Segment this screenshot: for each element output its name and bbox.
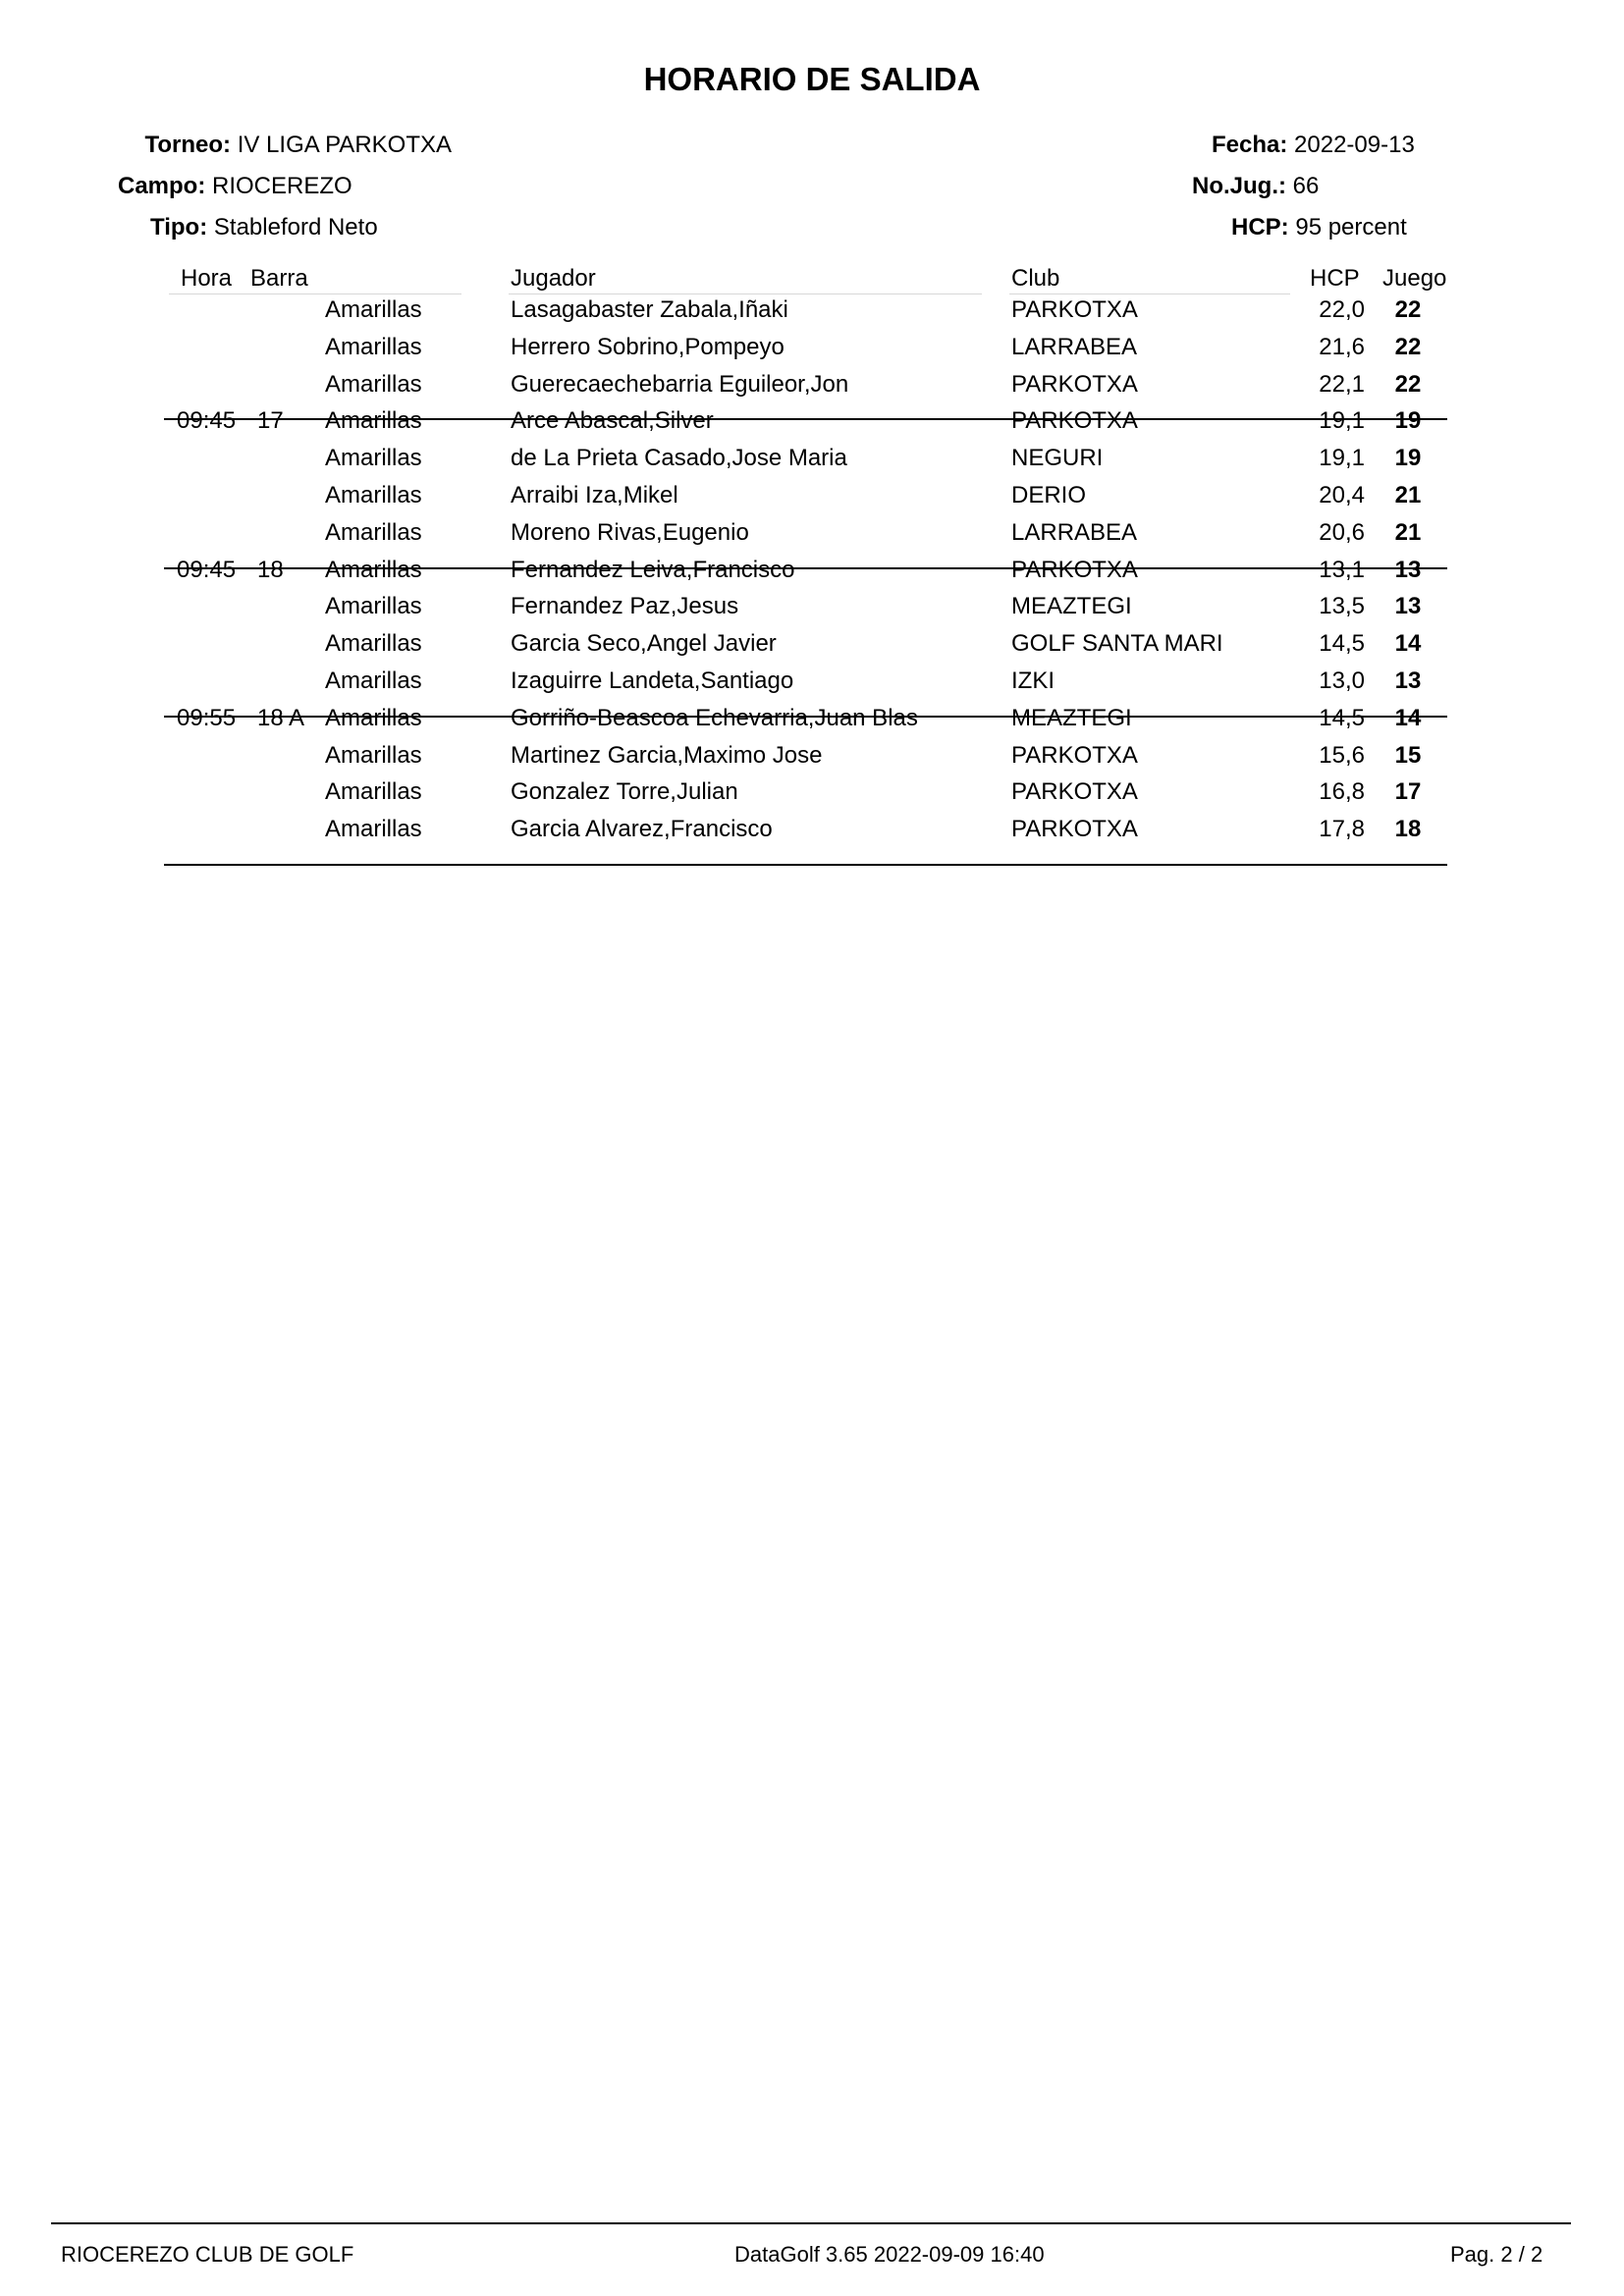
- player-name-cell: Guerecaechebarria Eguileor,Jon: [511, 370, 849, 398]
- barra-cell: 17: [257, 407, 284, 435]
- footer-club-name: RIOCEREZO CLUB DE GOLF: [61, 2242, 354, 2267]
- nojug-label: No.Jug.:: [1192, 173, 1286, 199]
- hcp-cell: 17,8: [1319, 816, 1365, 843]
- juego-cell: 17: [1394, 778, 1422, 806]
- player-name-cell: Gorriño-Beascoa Echevarria,Juan Blas: [511, 704, 918, 731]
- header-hora: Hora: [181, 265, 233, 292]
- club-cell: PARKOTXA: [1011, 407, 1138, 435]
- juego-cell: 14: [1394, 630, 1422, 658]
- player-name-cell: Fernandez Leiva,Francisco: [511, 556, 795, 583]
- hcp-cell: 22,1: [1319, 370, 1365, 398]
- table-row: [0, 557, 1624, 594]
- hcp-cell: 14,5: [1319, 704, 1365, 731]
- header-juego: Juego: [1382, 265, 1447, 292]
- club-cell: PARKOTXA: [1011, 296, 1138, 323]
- meta-nojug: [1192, 173, 1319, 200]
- hcp-cell: 14,5: [1319, 630, 1365, 658]
- hcp-cell: 20,6: [1319, 518, 1365, 546]
- tee-cell: Amarillas: [325, 593, 422, 620]
- barra-cell: 18 A: [257, 704, 305, 731]
- table-row: [0, 667, 1624, 705]
- tee-cell: Amarillas: [325, 407, 422, 435]
- juego-cell: 22: [1394, 370, 1422, 398]
- hcp-cell: 16,8: [1319, 778, 1365, 806]
- club-cell: LARRABEA: [1011, 333, 1138, 360]
- tee-cell: Amarillas: [325, 333, 422, 360]
- player-name-cell: Arraibi Iza,Mikel: [511, 482, 678, 508]
- header-club: Club: [1011, 265, 1060, 292]
- hora-cell: 09:55: [177, 704, 237, 731]
- hcp-cell: 21,6: [1319, 333, 1365, 360]
- juego-cell: 18: [1394, 816, 1422, 843]
- header-jugador: Jugador: [511, 265, 596, 292]
- juego-cell: 13: [1394, 667, 1422, 694]
- tee-cell: Amarillas: [325, 704, 422, 731]
- player-name-cell: Arce Abascal,Silver: [511, 407, 714, 435]
- hcp-cell: 15,6: [1319, 741, 1365, 769]
- meta-fecha: [1212, 132, 1415, 159]
- juego-cell: 14: [1394, 704, 1422, 731]
- hora-cell: 09:45: [177, 556, 237, 583]
- juego-cell: 19: [1394, 407, 1422, 435]
- table-row: [0, 519, 1624, 557]
- table-row: [0, 371, 1624, 408]
- club-cell: PARKOTXA: [1011, 556, 1138, 583]
- hcp-label: HCP:: [1231, 214, 1289, 240]
- torneo-value: IV LIGA PARKOTXA: [237, 132, 452, 158]
- hcp-cell: 20,4: [1319, 482, 1365, 508]
- meta-tipo: [150, 214, 378, 241]
- tipo-value: Stableford Neto: [213, 214, 378, 240]
- campo-label: Campo:: [118, 173, 206, 199]
- club-cell: GOLF SANTA MARI: [1011, 630, 1223, 658]
- club-cell: IZKI: [1011, 667, 1056, 694]
- hcp-cell: 13,1: [1319, 556, 1365, 583]
- table-row: [0, 296, 1624, 334]
- player-name-cell: Gonzalez Torre,Julian: [511, 778, 738, 806]
- footer-divider: [51, 2222, 1571, 2224]
- club-cell: PARKOTXA: [1011, 778, 1138, 806]
- campo-value: RIOCEREZO: [212, 173, 352, 199]
- juego-cell: 22: [1394, 333, 1422, 360]
- table-row: [0, 445, 1624, 482]
- player-name-cell: Martinez Garcia,Maximo Jose: [511, 741, 823, 769]
- tee-cell: Amarillas: [325, 778, 422, 806]
- hora-cell: 09:45: [177, 407, 237, 435]
- header-barra: Barra: [250, 265, 308, 292]
- juego-cell: 13: [1394, 556, 1422, 583]
- club-cell: MEAZTEGI: [1011, 593, 1132, 620]
- player-name-cell: Garcia Alvarez,Francisco: [511, 816, 773, 843]
- club-cell: PARKOTXA: [1011, 816, 1138, 843]
- meta-campo: [118, 173, 352, 200]
- tee-cell: Amarillas: [325, 630, 422, 658]
- tee-cell: Amarillas: [325, 556, 422, 583]
- juego-cell: 21: [1394, 482, 1422, 508]
- header-hcp: HCP: [1310, 265, 1360, 292]
- nojug-value: 66: [1292, 173, 1320, 199]
- hcp-cell: 13,0: [1319, 667, 1365, 694]
- table-row: [0, 334, 1624, 371]
- footer-software-timestamp: DataGolf 3.65 2022-09-09 16:40: [734, 2242, 1045, 2267]
- player-name-cell: Izaguirre Landeta,Santiago: [511, 667, 794, 694]
- tee-cell: Amarillas: [325, 482, 422, 508]
- page-title: HORARIO DE SALIDA: [643, 61, 981, 97]
- tee-cell: Amarillas: [325, 445, 422, 472]
- table-row: [0, 630, 1624, 667]
- juego-cell: 13: [1394, 593, 1422, 620]
- meta-torneo: [59, 132, 452, 159]
- table-row: [0, 816, 1624, 853]
- tee-cell: Amarillas: [325, 518, 422, 546]
- player-name-cell: Lasagabaster Zabala,Iñaki: [511, 296, 788, 323]
- juego-cell: 21: [1394, 518, 1422, 546]
- table-row: [0, 705, 1624, 742]
- juego-cell: 15: [1394, 741, 1422, 769]
- footer-page-number: Pag. 2 / 2: [1450, 2242, 1543, 2267]
- club-cell: PARKOTXA: [1011, 741, 1138, 769]
- juego-cell: 22: [1394, 296, 1422, 323]
- tee-cell: Amarillas: [325, 370, 422, 398]
- hcp-cell: 19,1: [1319, 445, 1365, 472]
- table-row: [0, 742, 1624, 779]
- meta-hcp: [1231, 214, 1407, 241]
- fecha-value: 2022-09-13: [1294, 132, 1415, 158]
- club-cell: PARKOTXA: [1011, 370, 1138, 398]
- club-cell: DERIO: [1011, 482, 1087, 508]
- player-name-cell: Herrero Sobrino,Pompeyo: [511, 333, 785, 360]
- hcp-cell: 19,1: [1319, 407, 1365, 435]
- fecha-label: Fecha:: [1212, 132, 1288, 158]
- club-cell: NEGURI: [1011, 445, 1104, 472]
- torneo-label: Torneo:: [144, 132, 232, 158]
- hcp-cell: 13,5: [1319, 593, 1365, 620]
- tee-cell: Amarillas: [325, 816, 422, 843]
- table-row: [0, 407, 1624, 445]
- tee-cell: Amarillas: [325, 741, 422, 769]
- hcp-cell: 22,0: [1319, 296, 1365, 323]
- table-row: [0, 778, 1624, 816]
- club-cell: LARRABEA: [1011, 518, 1138, 546]
- tee-cell: Amarillas: [325, 296, 422, 323]
- tipo-label: Tipo:: [150, 214, 208, 240]
- player-name-cell: Fernandez Paz,Jesus: [511, 593, 739, 620]
- table-row: [0, 593, 1624, 630]
- hcp-value: 95 percent: [1295, 214, 1407, 240]
- juego-cell: 19: [1394, 445, 1422, 472]
- table-row: [0, 482, 1624, 519]
- club-cell: MEAZTEGI: [1011, 704, 1132, 731]
- tee-cell: Amarillas: [325, 667, 422, 694]
- player-name-cell: de La Prieta Casado,Jose Maria: [511, 445, 847, 472]
- player-name-cell: Moreno Rivas,Eugenio: [511, 518, 749, 546]
- barra-cell: 18: [257, 556, 284, 583]
- player-name-cell: Garcia Seco,Angel Javier: [511, 630, 777, 658]
- group-separator: [164, 864, 1447, 866]
